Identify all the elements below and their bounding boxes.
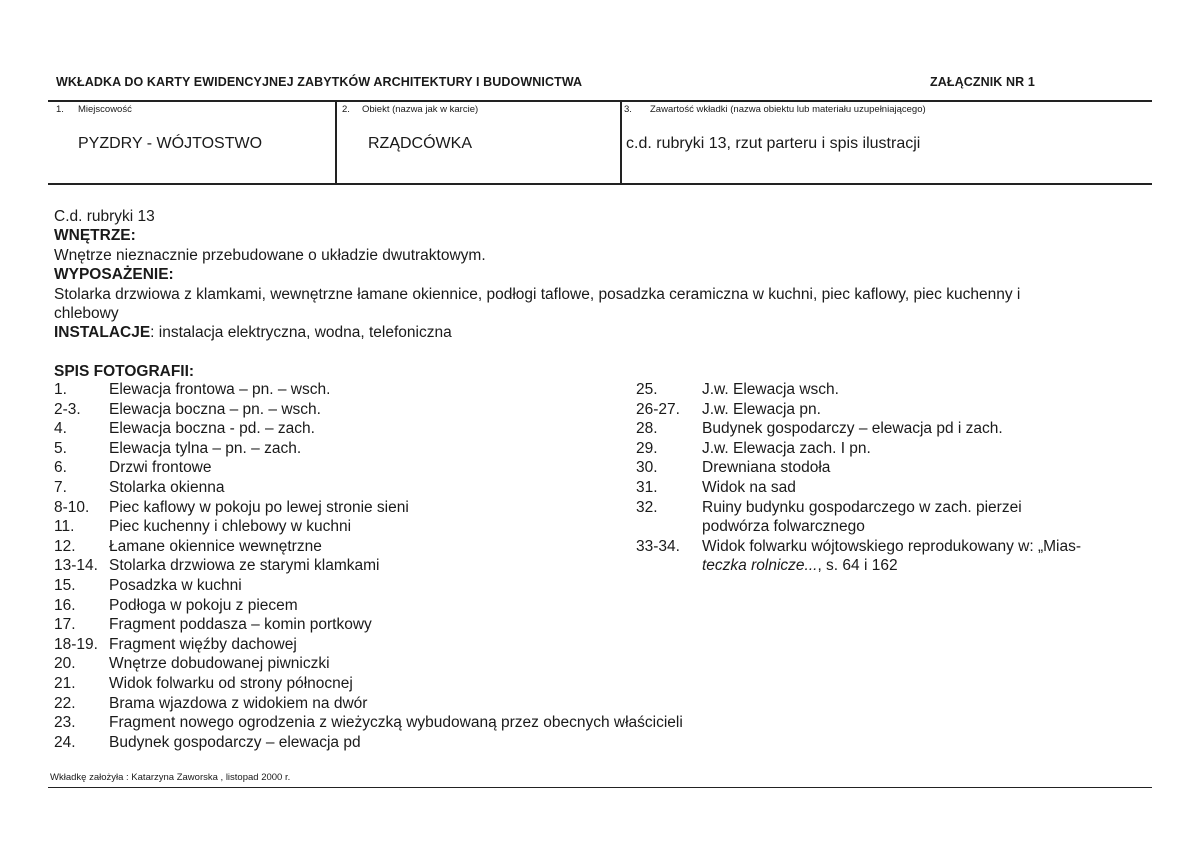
photo-number: 12.: [54, 537, 76, 555]
photo-caption: Widok folwarku wójtowskiego reprodukowany w: „Mias-: [702, 537, 1082, 555]
column-divider-1: [335, 100, 337, 184]
photo-list-item: [54, 695, 367, 713]
interior-heading: WNĘTRZE:: [54, 227, 136, 244]
photo-caption: Widok na sad: [702, 479, 796, 496]
field-2-number: 2.: [342, 104, 350, 115]
photo-list-item: [636, 459, 830, 477]
footer-author: Wkładkę założyła : Katarzyna Zaworska , listopad 2000 r.: [50, 772, 291, 783]
photo-caption: Drzwi frontowe: [109, 459, 212, 477]
table-bottom-border: [48, 183, 1152, 185]
photo-number: 26-27.: [636, 400, 680, 418]
photo-number: 21.: [54, 675, 76, 692]
photo-list-item: [636, 420, 1003, 438]
photo-list-item: [636, 401, 821, 419]
installations-heading: INSTALACJE: [54, 324, 151, 341]
photo-caption: Drewniana stodoła: [702, 459, 831, 477]
photo-caption: Stolarka okienna: [109, 479, 225, 496]
photo-number: 31.: [636, 479, 658, 496]
photo-number: 29.: [636, 439, 658, 457]
photo-caption: Elewacja frontowa – pn. – wsch.: [109, 381, 331, 398]
photo-number: 23.: [54, 714, 76, 732]
field-3-value: c.d. rubryki 13, rzut parteru i spis ilustracji: [626, 135, 921, 152]
photo-number: 8-10.: [54, 498, 90, 516]
photo-caption: Fragment nowego ogrodzenia z wieżyczką wybudowaną przez obecnych właścicieli: [109, 714, 683, 732]
photo-caption: Posadzka w kuchni: [109, 577, 242, 594]
photo-list-item: [636, 538, 1081, 556]
photo-list-item: [54, 440, 301, 458]
photo-number: 15.: [54, 577, 76, 594]
photo-caption: podwórza folwarcznego: [702, 518, 865, 536]
photo-caption: Widok folwarku od strony północnej: [109, 675, 353, 692]
photo-number: 28.: [636, 420, 658, 438]
photo-caption: Ruiny budynku gospodarczego w zach. pierzei: [702, 498, 1022, 516]
photo-list-item: [54, 401, 321, 419]
field-3-label: Zawartość wkładki (nazwa obiektu lub materiału uzupełniającego): [650, 104, 926, 115]
continuation-line: C.d. rubryki 13: [54, 208, 155, 225]
photo-number: 6.: [54, 459, 67, 477]
photo-number: 2-3.: [54, 400, 81, 418]
photo-caption: Budynek gospodarczy – elewacja pd i zach.: [702, 420, 1003, 438]
field-2-value: RZĄDCÓWKA: [368, 135, 472, 152]
photo-caption: Elewacja tylna – pn. – zach.: [109, 439, 302, 457]
footer-rule: [48, 787, 1152, 788]
photo-caption: Wnętrze dobudowanej piwniczki: [109, 655, 330, 673]
photo-caption: Elewacja boczna - pd. – zach.: [109, 420, 315, 438]
photo-caption: Elewacja boczna – pn. – wsch.: [109, 400, 321, 418]
field-1-value: PYZDRY - WÓJTOSTWO: [78, 135, 263, 152]
equipment-text-line-1: Stolarka drzwiowa z klamkami, wewnętrzne łamane okiennice, podłogi taflowe, posadzka ceramiczna w kuchni, piec kaflowy, piec kuchenny i: [54, 286, 1021, 303]
photo-caption: Piec kuchenny i chlebowy w kuchni: [109, 518, 352, 536]
photo-list-item: [54, 636, 297, 654]
photo-list-item: [54, 557, 379, 575]
photo-number: 22.: [54, 694, 76, 712]
photo-list-item: [54, 616, 372, 634]
photo-list-item: [54, 597, 298, 615]
photo-caption: Fragment poddasza – komin portkowy: [109, 616, 372, 634]
photo-number: 13-14.: [54, 557, 98, 575]
photo-list-item: [54, 420, 315, 438]
equipment-text-line-2: chlebowy: [54, 305, 119, 322]
photo-list-item: [636, 479, 796, 497]
photo-list-item: [636, 440, 871, 458]
photo-list-item: [636, 557, 898, 575]
photo-caption: Piec kaflowy w pokoju po lewej stronie sieni: [109, 498, 409, 516]
photo-list-item: [54, 518, 351, 536]
photo-list-item: [636, 499, 1022, 517]
photo-number: 30.: [636, 459, 658, 477]
photo-caption: Łamane okiennice wewnętrzne: [109, 537, 322, 555]
field-2-label: Obiekt (nazwa jak w karcie): [362, 104, 479, 115]
photo-caption: J.w. Elewacja wsch.: [702, 381, 839, 398]
annex-label: ZAŁĄCZNIK NR 1: [930, 75, 1035, 89]
form-title: WKŁADKA DO KARTY EWIDENCYJNEJ ZABYTKÓW ARCHITEKTURY I BUDOWNICTWA: [56, 75, 583, 89]
photo-caption: teczka rolnicze...: [702, 557, 818, 575]
photo-list-item: [54, 734, 361, 752]
photo-caption: J.w. Elewacja pn.: [702, 400, 821, 418]
photo-number: 24.: [54, 733, 76, 751]
photo-number: 32.: [636, 498, 658, 516]
photo-number: 5.: [54, 439, 67, 457]
photo-list-heading: SPIS FOTOGRAFII:: [54, 363, 195, 380]
installations-text: : instalacja elektryczna, wodna, telefoniczna: [150, 324, 452, 341]
installations-line: [54, 323, 452, 342]
field-1-label: Miejscowość: [78, 104, 132, 115]
photo-caption: Fragment więźby dachowej: [109, 635, 297, 653]
photo-caption-suffix: , s. 64 i 162: [817, 557, 898, 575]
photo-number: 7.: [54, 479, 67, 496]
photo-list-item: [54, 577, 242, 595]
photo-number: 25.: [636, 381, 658, 398]
photo-caption: Podłoga w pokoju z piecem: [109, 596, 298, 614]
photo-number: 33-34.: [636, 537, 680, 555]
photo-number: 17.: [54, 616, 76, 634]
photo-list-item: [636, 518, 865, 536]
photo-number: 11.: [54, 518, 75, 536]
photo-list-item: [54, 538, 322, 556]
table-top-border: [48, 100, 1152, 102]
photo-list-item: [54, 499, 409, 517]
field-3-number: 3.: [624, 104, 632, 115]
photo-list-item: [54, 459, 212, 477]
equipment-heading: WYPOSAŻENIE:: [54, 266, 174, 283]
photo-list-item: [54, 479, 224, 497]
photo-number: 4.: [54, 420, 67, 438]
photo-caption: Brama wjazdowa z widokiem na dwór: [109, 694, 368, 712]
photo-number: 1.: [54, 381, 67, 398]
photo-list-item: [54, 655, 330, 673]
photo-number: 18-19.: [54, 635, 98, 653]
photo-list-item: [54, 675, 353, 693]
photo-number: 16.: [54, 596, 76, 614]
photo-list-item: [54, 381, 330, 399]
interior-text: Wnętrze nieznacznie przebudowane o układzie dwutraktowym.: [54, 247, 486, 264]
photo-list-item: [54, 714, 683, 732]
column-divider-2: [620, 100, 622, 184]
photo-caption: Stolarka drzwiowa ze starymi klamkami: [109, 557, 380, 575]
photo-list-item: [636, 381, 839, 399]
photo-number: 20.: [54, 655, 76, 673]
field-1-number: 1.: [56, 104, 64, 115]
photo-caption: Budynek gospodarczy – elewacja pd: [109, 733, 361, 751]
photo-caption: J.w. Elewacja zach. I pn.: [702, 439, 871, 457]
